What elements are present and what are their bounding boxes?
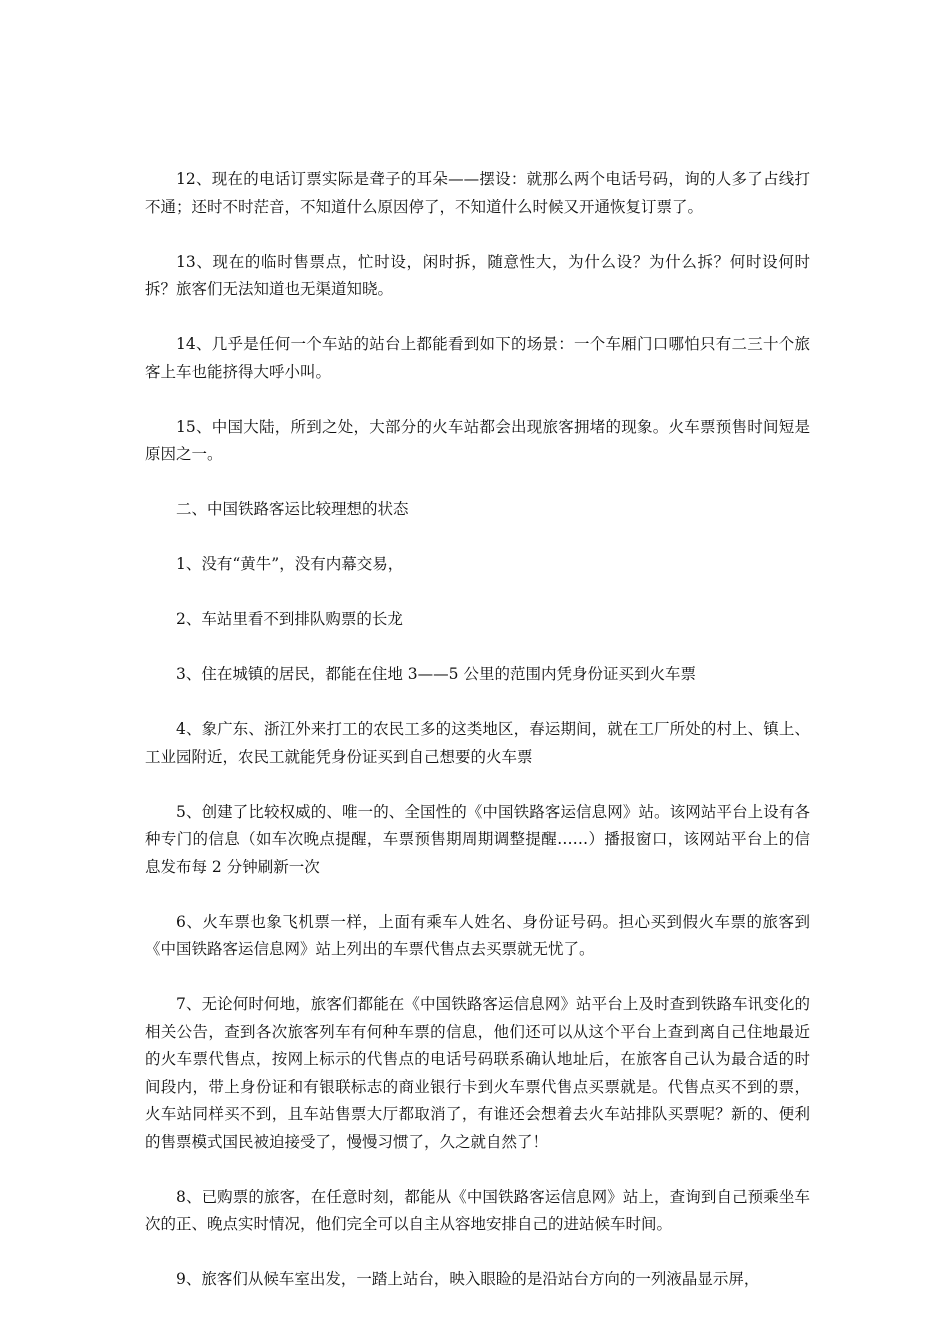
- document-body: [145, 166, 810, 1321]
- paragraph-8: 8、已购票的旅客，在任意时刻，都能从《中国铁路客运信息网》站上，查询到自己预乘坐车次的正、晚点实时情况，他们完全可以自主从容地安排自己的进站候车时间。: [145, 1187, 810, 1233]
- paragraph-14: 14、几乎是任何一个车站的站台上都能看到如下的场景：一个车厢门口哪怕只有二三十个旅客上车也能挤得大呼小叫。: [145, 335, 810, 381]
- paragraph-9: 9、旅客们从候车室出发，一踏上站台，映入眼睑的是沿站台方向的一列液晶显示屏，: [176, 1270, 760, 1288]
- paragraph-1: 1、没有“黄牛”，没有内幕交易，: [176, 555, 404, 573]
- section-heading: 二、中国铁路客运比较理想的状态: [176, 500, 409, 518]
- paragraph-6: 6、火车票也象飞机票一样，上面有乘车人姓名、身份证号码。担心买到假火车票的旅客到《中国铁路客运信息网》站上列出的车票代售点去买票就无忧了。: [145, 912, 810, 958]
- paragraph-5: 5、创建了比较权威的、唯一的、全国性的《中国铁路客运信息网》站。该网站平台上设有各种专门的信息（如车次晚点提醒，车票预售期周期调整提醒……）播报窗口，该网站平台上的信息发布每 2 分钟刷新一次: [145, 802, 810, 876]
- paragraph-12: 12、现在的电话订票实际是聋子的耳朵——摆设：就那么两个电话号码，询的人多了占线打不通；还时不时茫音，不知道什么原因停了，不知道什么时候又开通恢复订票了。: [145, 170, 810, 216]
- paragraph-4: 4、象广东、浙江外来打工的农民工多的这类地区，春运期间，就在工厂所处的村上、镇上、工业园附近，农民工就能凭身份证买到自己想要的火车票: [145, 720, 810, 766]
- paragraph-15: 15、中国大陆，所到之处，大部分的火车站都会出现旅客拥堵的现象。火车票预售时间短是原因之一。: [145, 417, 810, 463]
- paragraph-2: 2、车站里看不到排队购票的长龙: [176, 610, 403, 628]
- paragraph-7: 7、无论何时何地，旅客们都能在《中国铁路客运信息网》站平台上及时查到铁路车讯变化的相关公告，查到各次旅客列车有何种车票的信息，他们还可以从这个平台上查到离自己住地最近的火车票代售点，按网上标示的代售点的电话号码联系确认地址后，在旅客自己认为最合适的时间段内，带上身份证和有银联标志的商业银行卡到火车票代售点买票就是。代售点买不到的票，火车站同样买不到，且车站售票大厅都取消了，有谁还会想着去火车站排队买票呢？新的、便利的售票模式国民被迫接受了，慢慢习惯了，久之就自然了！: [145, 995, 810, 1151]
- paragraph-3: 3、住在城镇的居民，都能在住地 3——5 公里的范围内凭身份证买到火车票: [176, 665, 696, 683]
- paragraph-13: 13、现在的临时售票点，忙时设，闲时拆，随意性大，为什么设？为什么拆？何时设何时拆？旅客们无法知道也无渠道知晓。: [145, 252, 810, 298]
